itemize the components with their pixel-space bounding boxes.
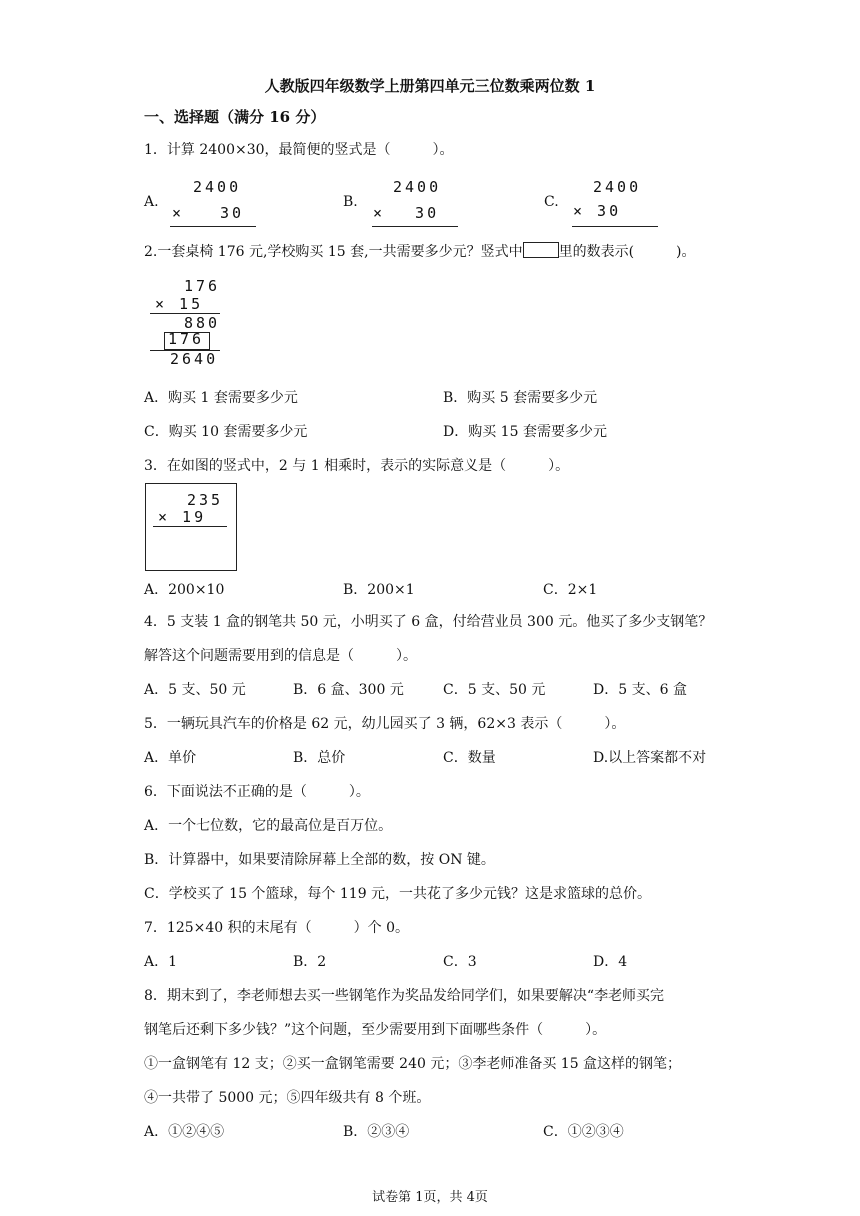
- question-8-conditions-line1: ①一盒钢笔有 12 支；②买一盒钢笔需要 240 元；③李老师准备买 15 盒这样的钢笔；: [144, 1056, 682, 1072]
- page-footer: 试卷第 1页，共 4页: [372, 1190, 488, 1205]
- question-2-stem: [144, 242, 696, 262]
- q4-option-b[interactable]: B．6 盒、300 元: [293, 682, 404, 698]
- q1-option-c-rule: [572, 226, 658, 227]
- q5-option-c[interactable]: C．数量: [443, 750, 496, 766]
- question-8-conditions-line2: ④一共带了 5000 元；⑤四年级共有 8 个班。: [144, 1090, 431, 1106]
- question-1-stem: 1．计算 2400×30，最简便的竖式是（ ）。: [144, 142, 454, 158]
- q8-option-b[interactable]: B．②③④: [343, 1124, 410, 1140]
- question-2-stem-before: 2.一套桌椅 176 元,学校购买 15 套,一共需要多少元？竖式中: [144, 244, 523, 260]
- q1-option-a-bottom: × 30: [172, 204, 245, 222]
- q3-calc-line1: 235: [187, 491, 224, 509]
- q2-calc-line4: 176: [168, 330, 205, 348]
- q1-option-c-label: C.: [544, 194, 559, 210]
- q1-option-a-top: 2400: [193, 178, 242, 196]
- q1-option-c-bottom: × 30: [573, 202, 622, 220]
- q4-option-c[interactable]: C．5 支、50 元: [443, 682, 546, 698]
- q2-option-a[interactable]: A．购买 1 套需要多少元: [144, 390, 298, 406]
- question-2-stem-after: 里的数表示( )。: [558, 244, 696, 260]
- q6-option-c[interactable]: C．学校买了 15 个篮球，每个 119 元，一共花了多少元钱？这是求篮球的总价。: [144, 886, 652, 902]
- q7-option-b[interactable]: B．2: [293, 954, 327, 970]
- question-4-stem-line2: 解答这个问题需要用到的信息是（ ）。: [144, 648, 417, 664]
- q1-option-a-label: A.: [144, 194, 159, 210]
- question-4-stem-line1: 4．5 支装 1 盒的钢笔共 50 元，小明买了 6 盒，付给营业员 300 元。他买了多少支钢笔？: [144, 614, 713, 630]
- question-7-stem: 7．125×40 积的末尾有（ ）个 0。: [144, 920, 409, 936]
- question-2-blank-box: [523, 242, 559, 258]
- q7-option-c[interactable]: C．3: [443, 954, 477, 970]
- q1-option-a-rule: [170, 226, 256, 227]
- q2-option-b[interactable]: B．购买 5 套需要多少元: [443, 390, 598, 406]
- q5-option-d[interactable]: D.以上答案都不对: [593, 750, 707, 766]
- question-8-stem-line2: 钢笔后还剩下多少钱？”这个问题，至少需要用到下面哪些条件（ ）。: [144, 1022, 607, 1038]
- q5-option-a[interactable]: A．单价: [144, 750, 197, 766]
- question-8-stem-line1: 8．期末到了，李老师想去买一些钢笔作为奖品发给同学们，如果要解决“李老师买完: [144, 988, 665, 1004]
- q2-option-c[interactable]: C．购买 10 套需要多少元: [144, 424, 308, 440]
- q2-calc-line1: 176: [184, 277, 221, 295]
- q2-calc-line3: 880: [184, 314, 221, 332]
- q1-option-b-rule: [372, 226, 458, 227]
- q8-option-c[interactable]: C．①②③④: [543, 1124, 624, 1140]
- q3-option-b[interactable]: B．200×1: [343, 582, 415, 598]
- q2-option-d[interactable]: D．购买 15 套需要多少元: [443, 424, 607, 440]
- q7-option-d[interactable]: D．4: [593, 954, 628, 970]
- q6-option-b[interactable]: B．计算器中，如果要清除屏幕上全部的数，按 ON 键。: [144, 852, 495, 868]
- q8-option-a[interactable]: A．①②④⑤: [144, 1124, 225, 1140]
- q3-calc-line2: × 19: [158, 508, 207, 526]
- question-5-stem: 5．一辆玩具汽车的价格是 62 元，幼儿园买了 3 辆，62×3 表示（ ）。: [144, 716, 626, 732]
- q3-option-c[interactable]: C．2×1: [543, 582, 598, 598]
- q3-calc-rule: [153, 526, 227, 527]
- q1-option-b-top: 2400: [393, 178, 442, 196]
- q1-option-b-bottom: × 30: [373, 204, 440, 222]
- page-title: 人教版四年级数学上册第四单元三位数乘两位数 1: [264, 77, 596, 95]
- q7-option-a[interactable]: A．1: [144, 954, 178, 970]
- q5-option-b[interactable]: B．总价: [293, 750, 346, 766]
- q3-option-a[interactable]: A．200×10: [144, 582, 225, 598]
- q4-option-d[interactable]: D．5 支、6 盒: [593, 682, 687, 698]
- q4-option-a[interactable]: A．5 支、50 元: [144, 682, 246, 698]
- q2-calc-line2: × 15: [155, 295, 204, 313]
- section-heading: 一、选择题（满分 16 分）: [144, 108, 326, 126]
- question-3-stem: 3．在如图的竖式中，2 与 1 相乘时，表示的实际意义是（ ）。: [144, 458, 570, 474]
- q2-calc-line5: 2640: [170, 350, 219, 368]
- q1-option-c-top: 2400: [593, 178, 642, 196]
- q1-option-b-label: B.: [343, 194, 358, 210]
- question-6-stem: 6．下面说法不正确的是（ ）。: [144, 784, 370, 800]
- q6-option-a[interactable]: A．一个七位数，它的最高位是百万位。: [144, 818, 393, 834]
